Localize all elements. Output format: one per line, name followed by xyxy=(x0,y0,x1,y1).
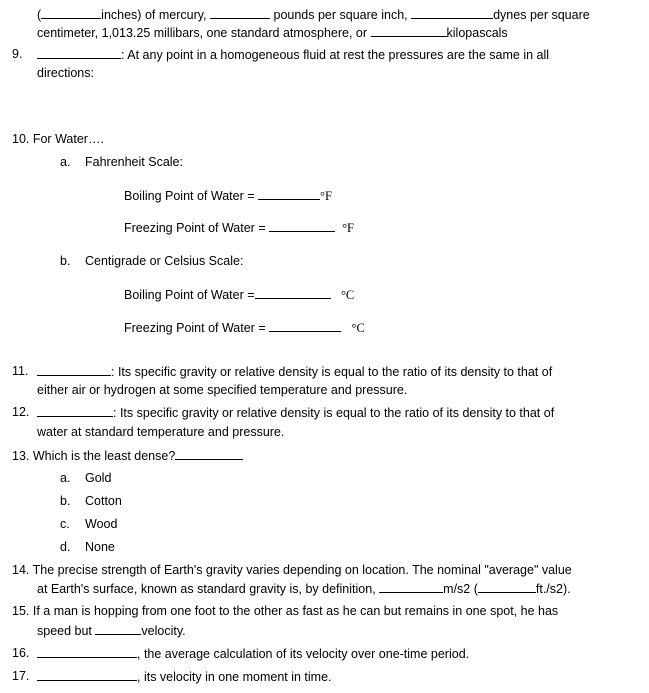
q16-blank[interactable] xyxy=(37,645,137,658)
q11-continuation: either air or hydrogen at some specified temperature and pressure. xyxy=(37,383,408,397)
q14-cont-c: ft./s2). xyxy=(535,582,571,596)
q12-text: : Its specific gravity or relative density is equal to the ratio of its density to that of xyxy=(113,406,555,420)
q10b-freeze-unit: °C xyxy=(351,321,365,335)
q10a-freeze-label: Freezing Point of Water = xyxy=(124,221,266,235)
q10a-freeze-unit: °F xyxy=(342,221,355,235)
q10a-freeze-row xyxy=(124,219,354,236)
q13-line xyxy=(12,447,243,464)
q8-psi-text: pounds per square inch, xyxy=(273,8,408,22)
q10a-boil-blank[interactable] xyxy=(258,187,320,200)
q17-text: , its velocity in one moment in time. xyxy=(137,670,332,684)
q10b-freeze-label: Freezing Point of Water = xyxy=(124,321,266,335)
q13-blank[interactable] xyxy=(175,447,243,460)
q14-blank-ms2[interactable] xyxy=(379,580,443,593)
q13-option-cotton: Cotton xyxy=(85,494,122,508)
q8-paren: ( xyxy=(37,8,42,22)
q8-blank-psi[interactable] xyxy=(210,6,270,19)
q11-text: : Its specific gravity or relative density is equal to the ratio of its density to that of xyxy=(111,365,553,379)
q16-line xyxy=(37,645,469,662)
q14-cont-b: m/s2 ( xyxy=(443,582,478,596)
q10b-freeze-blank[interactable] xyxy=(269,319,341,332)
q12-continuation: water at standard temperature and pressure. xyxy=(37,425,285,439)
q8-inches-text: inches) of mercury, xyxy=(101,8,207,22)
q10a-label: Fahrenheit Scale: xyxy=(85,155,183,169)
q11-number: 11. xyxy=(12,364,29,378)
q10a-boil-unit: °F xyxy=(320,189,332,203)
q10b-boil-blank[interactable] xyxy=(255,286,331,299)
q13-option-letter: a. xyxy=(60,471,71,485)
q10b-letter: b. xyxy=(60,254,71,268)
q17-number: 17. xyxy=(12,669,30,683)
q15-cont-b: velocity. xyxy=(141,624,186,638)
q10b-boil-label: Boiling Point of Water = xyxy=(124,288,255,302)
q17-blank[interactable] xyxy=(37,668,137,681)
q13-option-wood: Wood xyxy=(85,517,118,531)
q11-blank[interactable] xyxy=(37,363,111,376)
q9-blank[interactable] xyxy=(37,46,121,59)
q15-continuation xyxy=(37,622,186,639)
q8-blank-kpa[interactable] xyxy=(371,24,447,37)
q8-line2-text: centimeter, 1,013.25 millibars, one standard atmosphere, or xyxy=(37,26,368,40)
q14-blank-fts2[interactable] xyxy=(478,580,536,593)
q15-blank[interactable] xyxy=(95,622,141,635)
q13-option-gold: Gold xyxy=(85,471,112,485)
q10b-boil-row xyxy=(124,286,354,303)
q12-blank[interactable] xyxy=(37,404,113,417)
q8-dynes-text: dynes per square xyxy=(493,8,590,22)
q10b-boil-unit: °C xyxy=(340,288,355,302)
q15-cont-a: speed but xyxy=(37,624,92,638)
q8-line1 xyxy=(37,6,590,23)
q9-number: 9. xyxy=(12,47,23,61)
q16-text: , the average calculation of its velocity over one-time period. xyxy=(137,647,470,661)
q10a-boil-label: Boiling Point of Water = xyxy=(124,189,255,203)
q9-text: : At any point in a homogeneous fluid at rest the pressures are the same in all xyxy=(121,48,550,62)
q8-line2 xyxy=(37,24,508,41)
q8-blank-dynes[interactable] xyxy=(411,6,493,19)
q8-blank-inches[interactable] xyxy=(41,6,101,19)
q15-text: 15. If a man is hopping from one foot to the other as fast as he can but remains in one spot, he has xyxy=(12,604,559,618)
q10b-freeze-row xyxy=(124,319,365,336)
q9-line xyxy=(37,46,549,63)
q12-line xyxy=(37,404,554,421)
q14-continuation xyxy=(37,580,571,597)
q13-text: 13. Which is the least dense? xyxy=(12,449,176,463)
q13-option-letter: c. xyxy=(60,517,70,531)
q10b-label: Centigrade or Celsius Scale: xyxy=(85,254,244,268)
q11-line xyxy=(37,363,552,380)
q12-number: 12. xyxy=(12,405,30,419)
q13-option-letter: b. xyxy=(60,494,71,508)
q10a-freeze-blank[interactable] xyxy=(269,219,335,232)
q14-cont-a: at Earth's surface, known as standard gravity is, by definition, xyxy=(37,582,376,596)
q10-title: 10. For Water…. xyxy=(12,132,104,146)
q13-option-none: None xyxy=(85,540,115,554)
q17-line xyxy=(37,668,332,685)
q9-continuation: directions: xyxy=(37,66,94,80)
q13-option-letter: d. xyxy=(60,540,71,554)
q16-number: 16. xyxy=(12,646,30,660)
q14-text: 14. The precise strength of Earth's gravity varies depending on location. The nominal "average" value xyxy=(12,563,572,577)
q8-kpa-text: kilopascals xyxy=(446,26,508,40)
q10a-boil-row xyxy=(124,187,332,204)
q10a-letter: a. xyxy=(60,155,71,169)
